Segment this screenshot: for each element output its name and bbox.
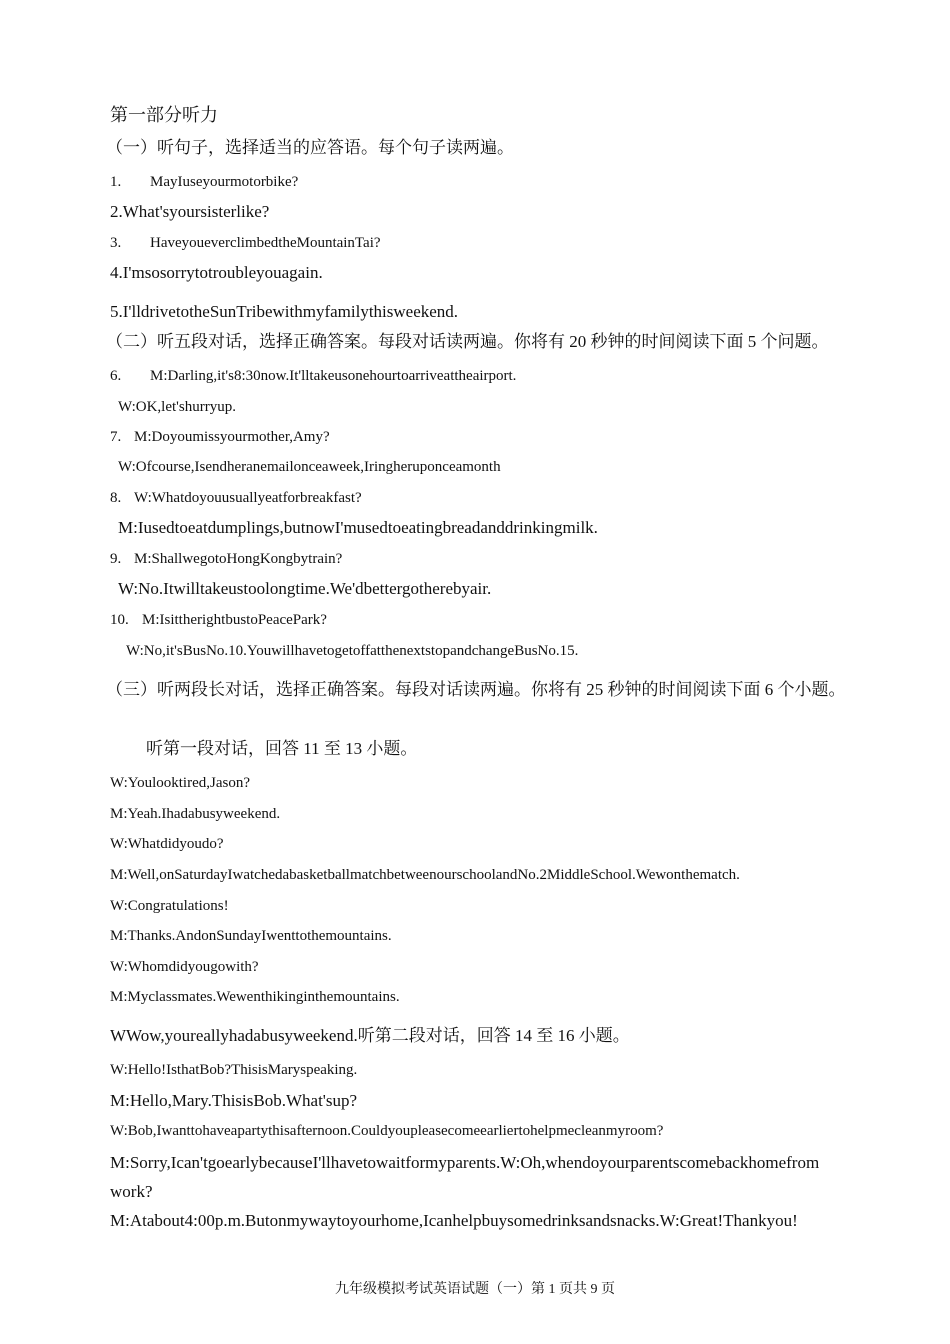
conversation-2-line: M:Hello,Mary.ThisisBob.What'sup? bbox=[110, 1091, 358, 1110]
conversation-1-line: W:Youlooktired,Jason? bbox=[110, 775, 250, 791]
section-title: 第一部分听力 bbox=[110, 105, 218, 126]
conversation-1-line: W:Congratulations! bbox=[110, 898, 229, 914]
item-number: 3. bbox=[110, 235, 122, 251]
page-footer: 九年级模拟考试英语试题（一）第 1 页共 9 页 bbox=[335, 1282, 615, 1297]
dialogue-7-question bbox=[110, 427, 330, 447]
sentence-3 bbox=[110, 233, 381, 253]
dialogue-6-answer: W:OK,let'shurryup. bbox=[118, 399, 236, 415]
item-number: 10. bbox=[110, 612, 129, 628]
conversation-1-end: WWow,youreallyhadabusyweekend.听第二段对话，回答 14 至 16 小题。 bbox=[110, 1026, 630, 1045]
dialogue-10-answer: W:No,it'sBusNo.10.YouwillhavetogetoffatthenextstopandchangeBusNo.15. bbox=[126, 643, 579, 659]
dialogue-9-answer: W:No.Itwilltakeustoolongtime.We'dbettergotherebyair. bbox=[118, 579, 492, 598]
item-text: M:Doyoumissyourmother,Amy? bbox=[134, 429, 330, 445]
dialogue-6-question bbox=[110, 366, 516, 386]
conversation-2-line: W:Hello!IsthatBob?ThisisMaryspeaking. bbox=[110, 1062, 358, 1078]
item-text: MayIuseyourmotorbike? bbox=[150, 174, 299, 190]
item-text: HaveyoueverclimbedtheMountainTai? bbox=[150, 235, 381, 251]
conversation-1-line: M:Yeah.Ihadabusyweekend. bbox=[110, 806, 281, 822]
sentence-2: 2.What'syoursisterlike? bbox=[110, 202, 270, 221]
sec3-header: （三）听两段长对话，选择正确答案。每段对话读两遍。你将有 25 秒钟的时间阅读下面 6 个小题。 bbox=[106, 680, 846, 699]
conversation-1-line: M:Well,onSaturdayIwatchedabasketballmatchbetweenourschoolandNo.2MiddleSchool.Wewonthematch. bbox=[110, 867, 740, 883]
dialogue-9-question bbox=[110, 549, 342, 569]
dialogue-8-answer: M:Iusedtoeatdumplings,butnowI'musedtoeatingbreadanddrinkingmilk. bbox=[118, 518, 598, 537]
sec2-header: （二）听五段对话，选择正确答案。每段对话读两遍。你将有 20 秒钟的时间阅读下面 5 个问题。 bbox=[106, 332, 829, 351]
item-number: 8. bbox=[110, 490, 122, 506]
conversation-2-line: W:Bob,Iwanttohaveapartythisafternoon.Couldyoupleasecomeearliertohelpmecleanmyroom? bbox=[110, 1123, 664, 1139]
item-number: 1. bbox=[110, 174, 122, 190]
item-text: M:ShallwegotoHongKongbytrain? bbox=[134, 551, 343, 567]
conversation-1-line: W:Whomdidyougowith? bbox=[110, 959, 259, 975]
item-number: 9. bbox=[110, 551, 122, 567]
dialogue-8-question bbox=[110, 488, 362, 508]
sentence-4: 4.I'msosorrytotroubleyouagain. bbox=[110, 263, 323, 282]
conversation-1-intro: 听第一段对话，回答 11 至 13 小题。 bbox=[146, 739, 418, 758]
conversation-2-line: M:Atabout4:00p.m.Butonmywaytoyourhome,Icanhelpbuysomedrinksandsnacks.W:Great!Thankyou! bbox=[110, 1211, 798, 1230]
sentence-5: 5.I'lldrivetotheSunTribewithmyfamilythisweekend. bbox=[110, 302, 459, 321]
conversation-1-line: M:Thanks.AndonSundayIwenttothemountains. bbox=[110, 928, 392, 944]
sec1-header: （一）听句子，选择适当的应答语。每个句子读两遍。 bbox=[106, 138, 514, 157]
dialogue-10-question bbox=[110, 610, 327, 630]
conversation-1-line: M:Myclassmates.Wewenthikinginthemountains. bbox=[110, 989, 400, 1005]
item-text: M:IsittherightbustoPeacePark? bbox=[142, 612, 327, 628]
sentence-1 bbox=[110, 172, 298, 192]
dialogue-7-answer: W:Ofcourse,Isendheranemailonceaweek,Iringheruponceamonth bbox=[118, 459, 501, 475]
conversation-2-line: M:Sorry,Ican'tgoearlybecauseI'llhavetowaitformyparents.W:Oh,whendoyourparentscomebackhomefrom work? bbox=[110, 1153, 820, 1201]
conversation-1-line: W:Whatdidyoudo? bbox=[110, 836, 224, 852]
item-text: M:Darling,it's8:30now.It'lltakeusonehourtoarriveattheairport. bbox=[150, 368, 517, 384]
item-text: W:Whatdoyouusuallyeatforbreakfast? bbox=[134, 490, 362, 506]
item-number: 6. bbox=[110, 368, 122, 384]
item-number: 7. bbox=[110, 429, 122, 445]
